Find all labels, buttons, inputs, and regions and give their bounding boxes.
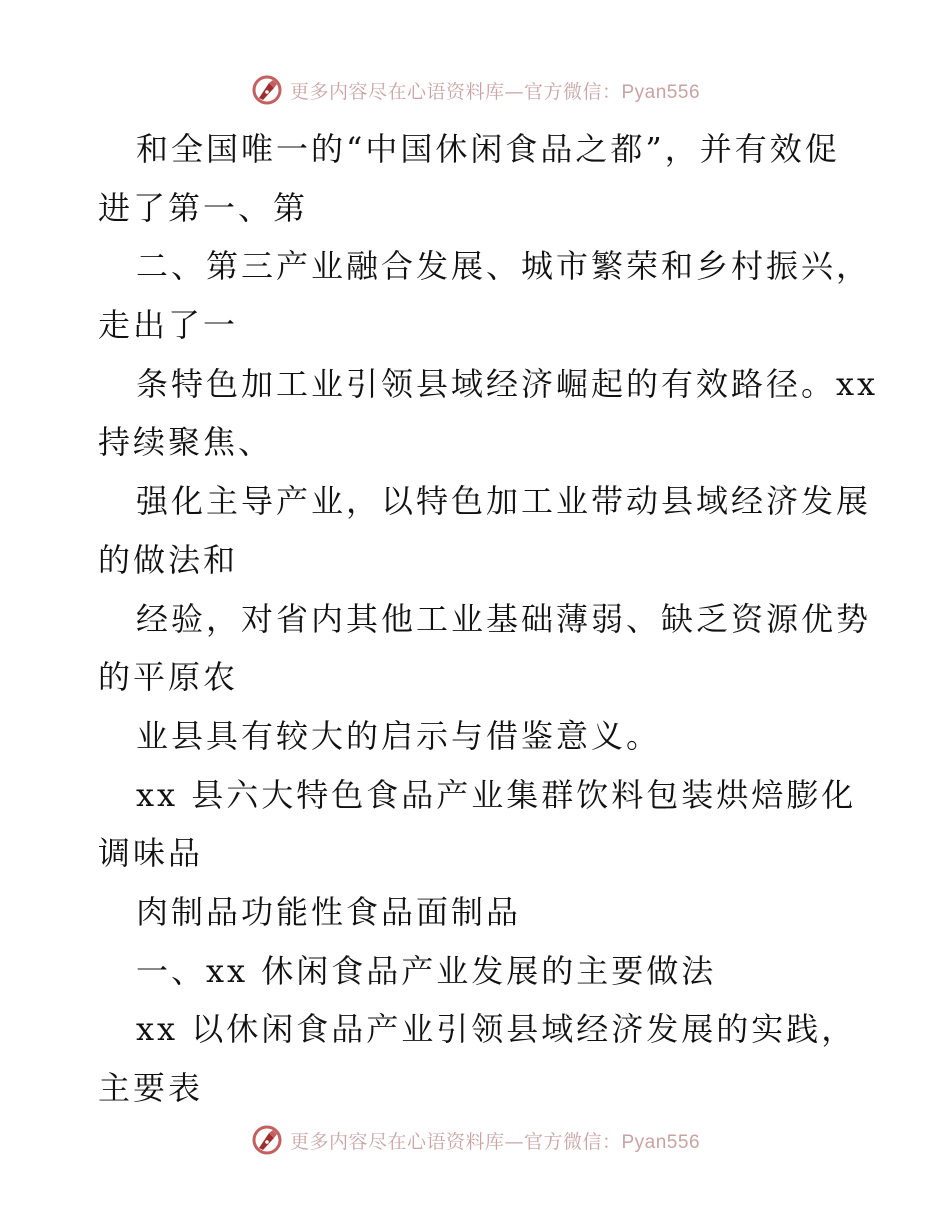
document-body: [98, 120, 879, 1118]
pen-nib-circle-icon: [250, 1123, 284, 1157]
body-line: 主要表: [98, 1069, 204, 1107]
body-line: 强化主导产业，以特色加工业带动县域经济发展: [136, 482, 872, 521]
header-watermark-wechat-id: Pyan556: [621, 81, 701, 103]
footer-watermark-wechat-id: Pyan556: [621, 1131, 701, 1153]
body-line: 肉制品功能性食品面制品: [136, 892, 522, 931]
body-line: 持续聚焦、: [98, 423, 274, 462]
section-heading: 一、xx 休闲食品产业发展的主要做法: [136, 951, 717, 990]
footer-watermark-label: 更多内容尽在心语资料库—官方微信：: [289, 1130, 622, 1153]
footer-watermark: [250, 1123, 700, 1157]
body-line: 业县具有较大的启示与借鉴意义。: [136, 716, 662, 755]
body-line: 走出了一: [98, 306, 239, 345]
body-line: 进了第一、第: [98, 188, 309, 227]
body-line: 的平原农: [98, 658, 239, 697]
header-watermark-label: 更多内容尽在心语资料库—官方微信：: [289, 80, 622, 103]
body-line: 的做法和: [98, 540, 239, 579]
body-line: 二、第三产业融合发展、城市繁荣和乡村振兴，: [136, 247, 872, 286]
footer-watermark-banner: [0, 1118, 950, 1162]
body-line: 经验，对省内其他工业基础薄弱、缺乏资源优势: [136, 599, 872, 638]
header-watermark-banner: [0, 68, 950, 112]
pen-nib-circle-icon: [250, 73, 284, 107]
body-line: 条特色加工业引领县域经济崛起的有效路径。xx: [136, 364, 879, 403]
body-line: 调味品: [98, 834, 204, 873]
body-line: xx 以休闲食品产业引领县域经济发展的实践，: [136, 1010, 857, 1049]
header-watermark-text: [290, 77, 700, 104]
body-line: 和全国唯一的“中国休闲食品之都”，并有效促: [136, 130, 840, 168]
body-line: xx 县六大特色食品产业集群饮料包装烘焙膨化: [136, 775, 857, 814]
footer-watermark-text: [290, 1127, 700, 1154]
header-watermark: [250, 73, 700, 107]
